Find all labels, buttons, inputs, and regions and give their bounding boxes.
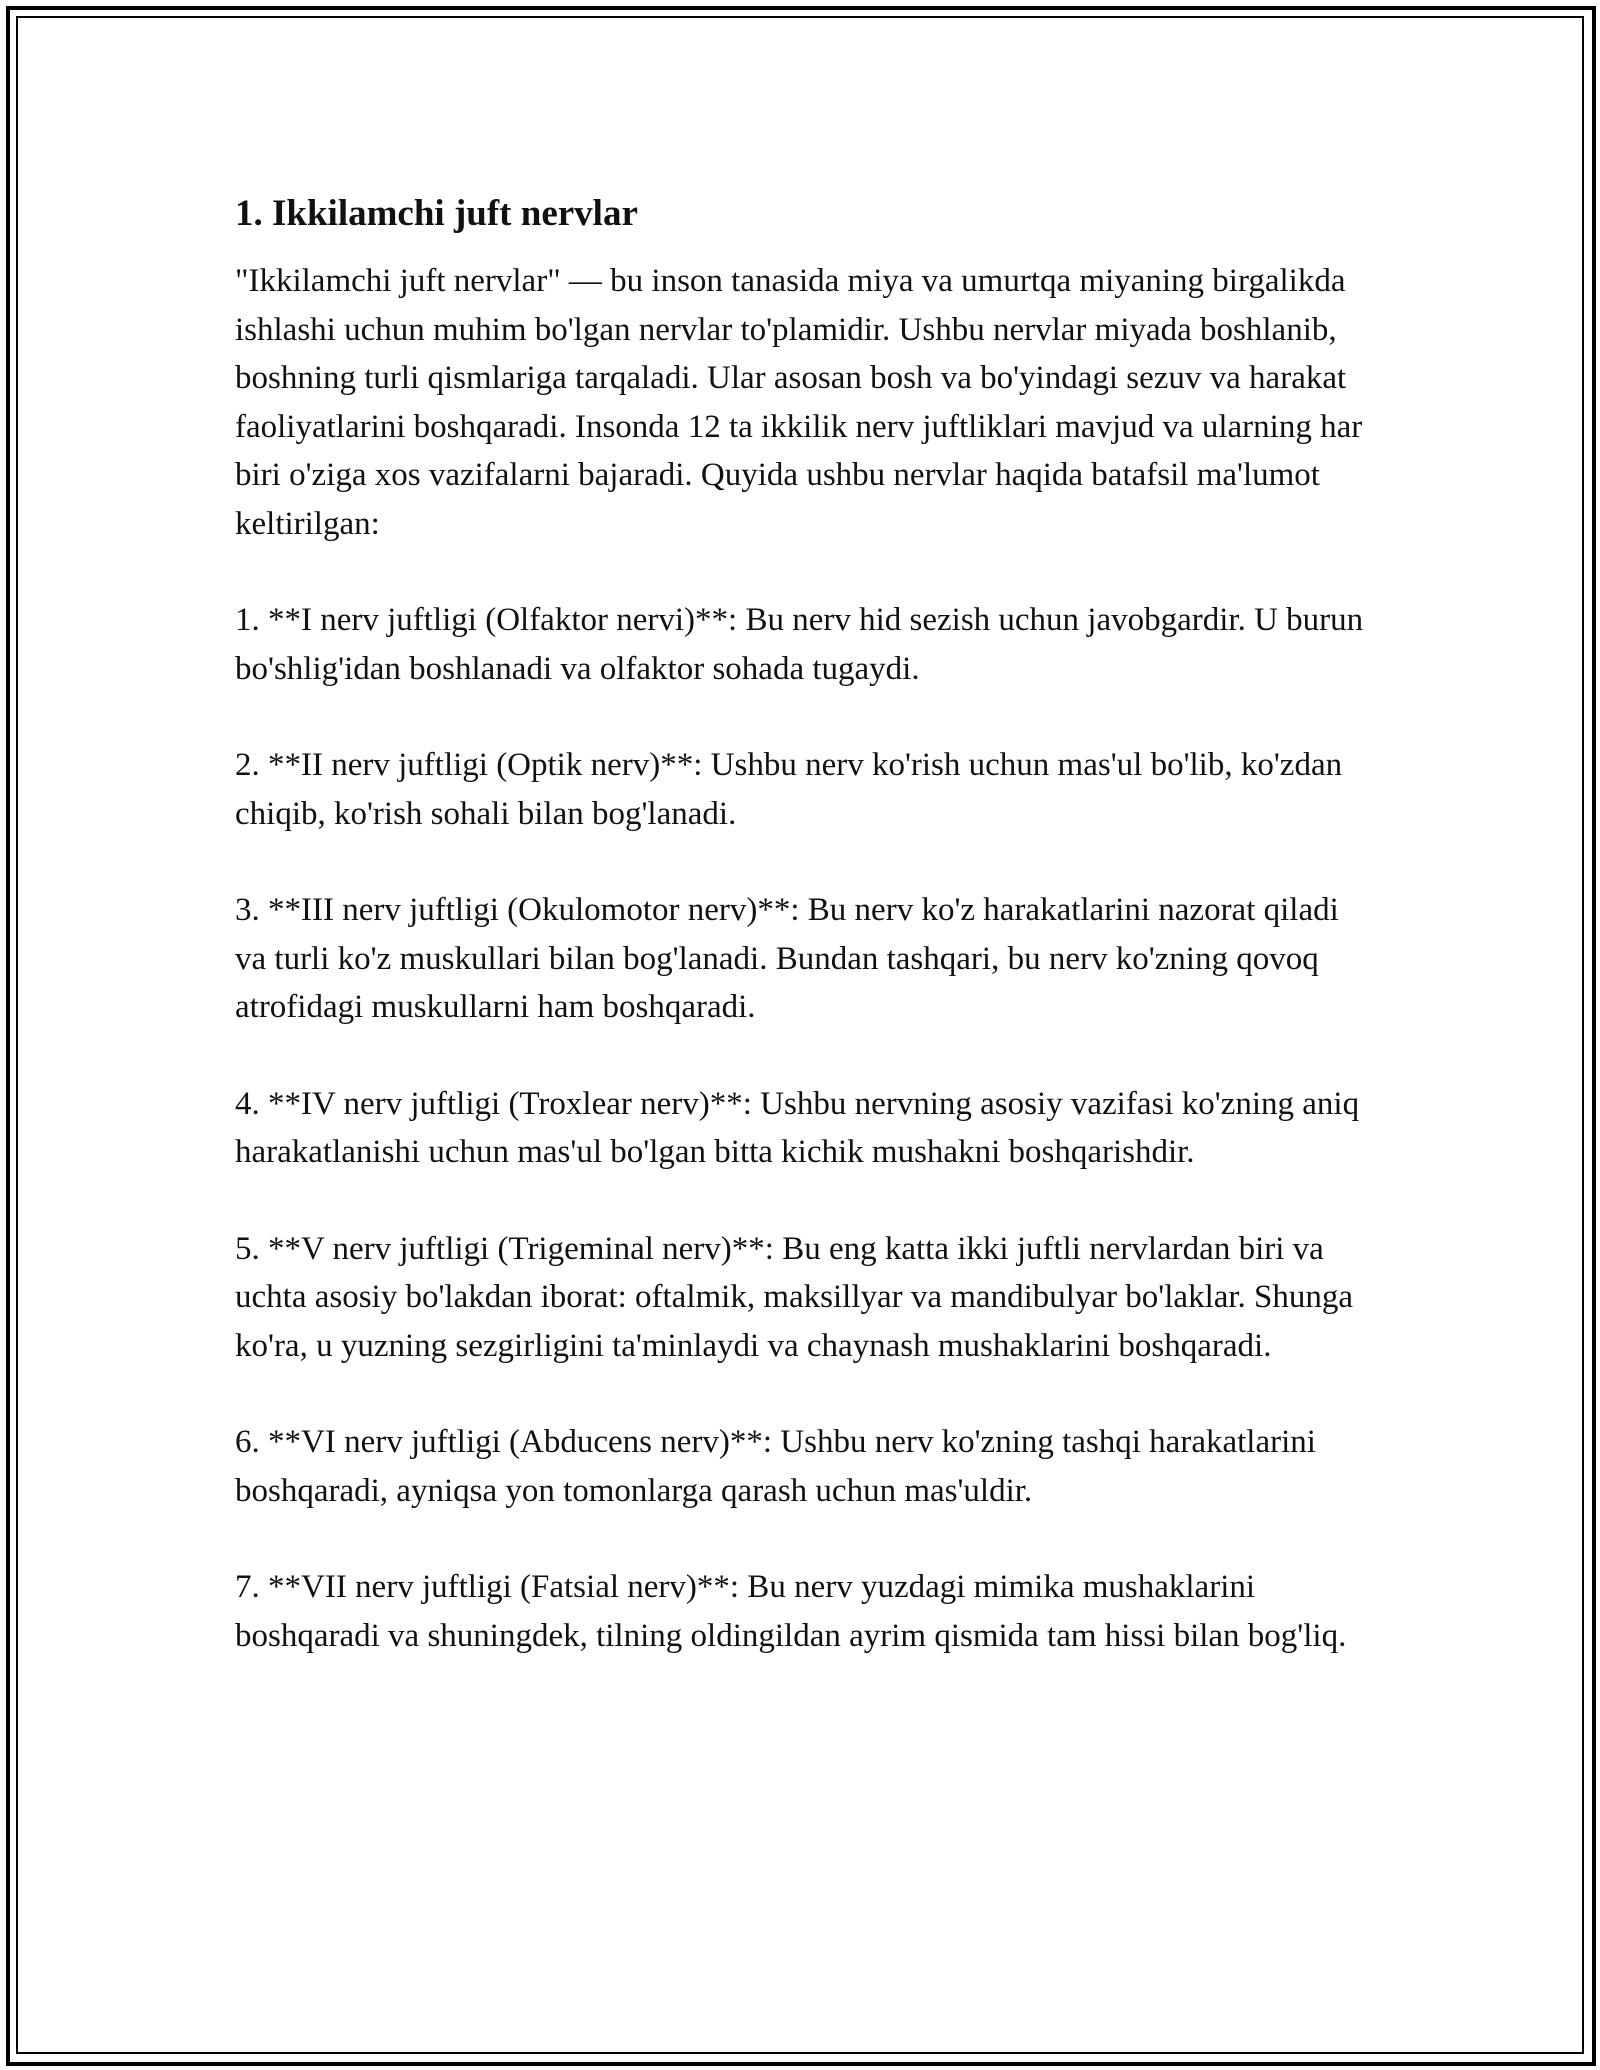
list-item-nerve-1: 1. **I nerv juftligi (Olfaktor nervi)**: Bu nerv hid sezish uchun javobgardir. U burun bo'shlig'idan boshlanadi va olfaktor sohada tugaydi.	[235, 602, 1364, 687]
list-item-nerve-2: 2. **II nerv juftligi (Optik nerv)**: Ushbu nerv ko'rish uchun mas'ul bo'lib, ko'zdan chiqib, ko'rish sohali bilan bog'lanadi.	[235, 747, 1343, 832]
list-item-nerve-5: 5. **V nerv juftligi (Trigeminal nerv)**: Bu eng katta ikki juftli nervlardan biri va uchta asosiy bo'lakdan iborat: oftalmik, maksillyar va mandibulyar bo'laklar. Shunga ko'ra, u yuzning sezgirligini ta'minlaydi va chaynash mushaklarini boshqaradi.	[235, 1230, 1354, 1364]
document-title: 1. Ikkilamchi juft nervlar	[235, 193, 638, 234]
list-item-nerve-7: 7. **VII nerv juftligi (Fatsial nerv)**: Bu nerv yuzdagi mimika mushaklarini boshqaradi va shuningdek, tilning oldingildan ayrim qismida tam hissi bilan bog'liq.	[235, 1569, 1347, 1654]
list-item-nerve-3: 3. **III nerv juftligi (Okulomotor nerv)**: Bu nerv ko'z harakatlarini nazorat qiladi va turli ko'z muskullari bilan bog'lanadi. Bundan tashqari, bu nerv ko'zning qovoq atrofidagi muskullarni ham boshqaradi.	[235, 892, 1339, 1025]
intro-paragraph: "Ikkilamchi juft nervlar" — bu inson tanasida miya va umurtqa miyaning birgalikda ishlashi uchun muhim bo'lgan nervlar to'plamidir. Ushbu nervlar miyada boshlanib, boshning turli qismlariga tarqaladi. Ular asosan bosh va bo'yindagi sezuv va harakat faoliyatlarini boshqaradi. Insonda 12 ta ikkilik nerv juftliklari mavjud va ularning har biri o'ziga xos vazifalarni bajaradi. Quyida ushbu nervlar haqida batafsil ma'lumot keltirilgan:	[235, 263, 1363, 542]
list-item-nerve-4: 4. **IV nerv juftligi (Troxlear nerv)**: Ushbu nervning asosiy vazifasi ko'zning aniq harakatlanishi uchun mas'ul bo'lgan bitta kichik mushakni boshqarishdir.	[235, 1085, 1360, 1170]
document-page	[235, 185, 1375, 1708]
list-item-nerve-6: 6. **VI nerv juftligi (Abducens nerv)**: Ushbu nerv ko'zning tashqi harakatlarini boshqaradi, ayniqsa yon tomonlarga qarash uchun mas'uldir.	[235, 1424, 1316, 1509]
